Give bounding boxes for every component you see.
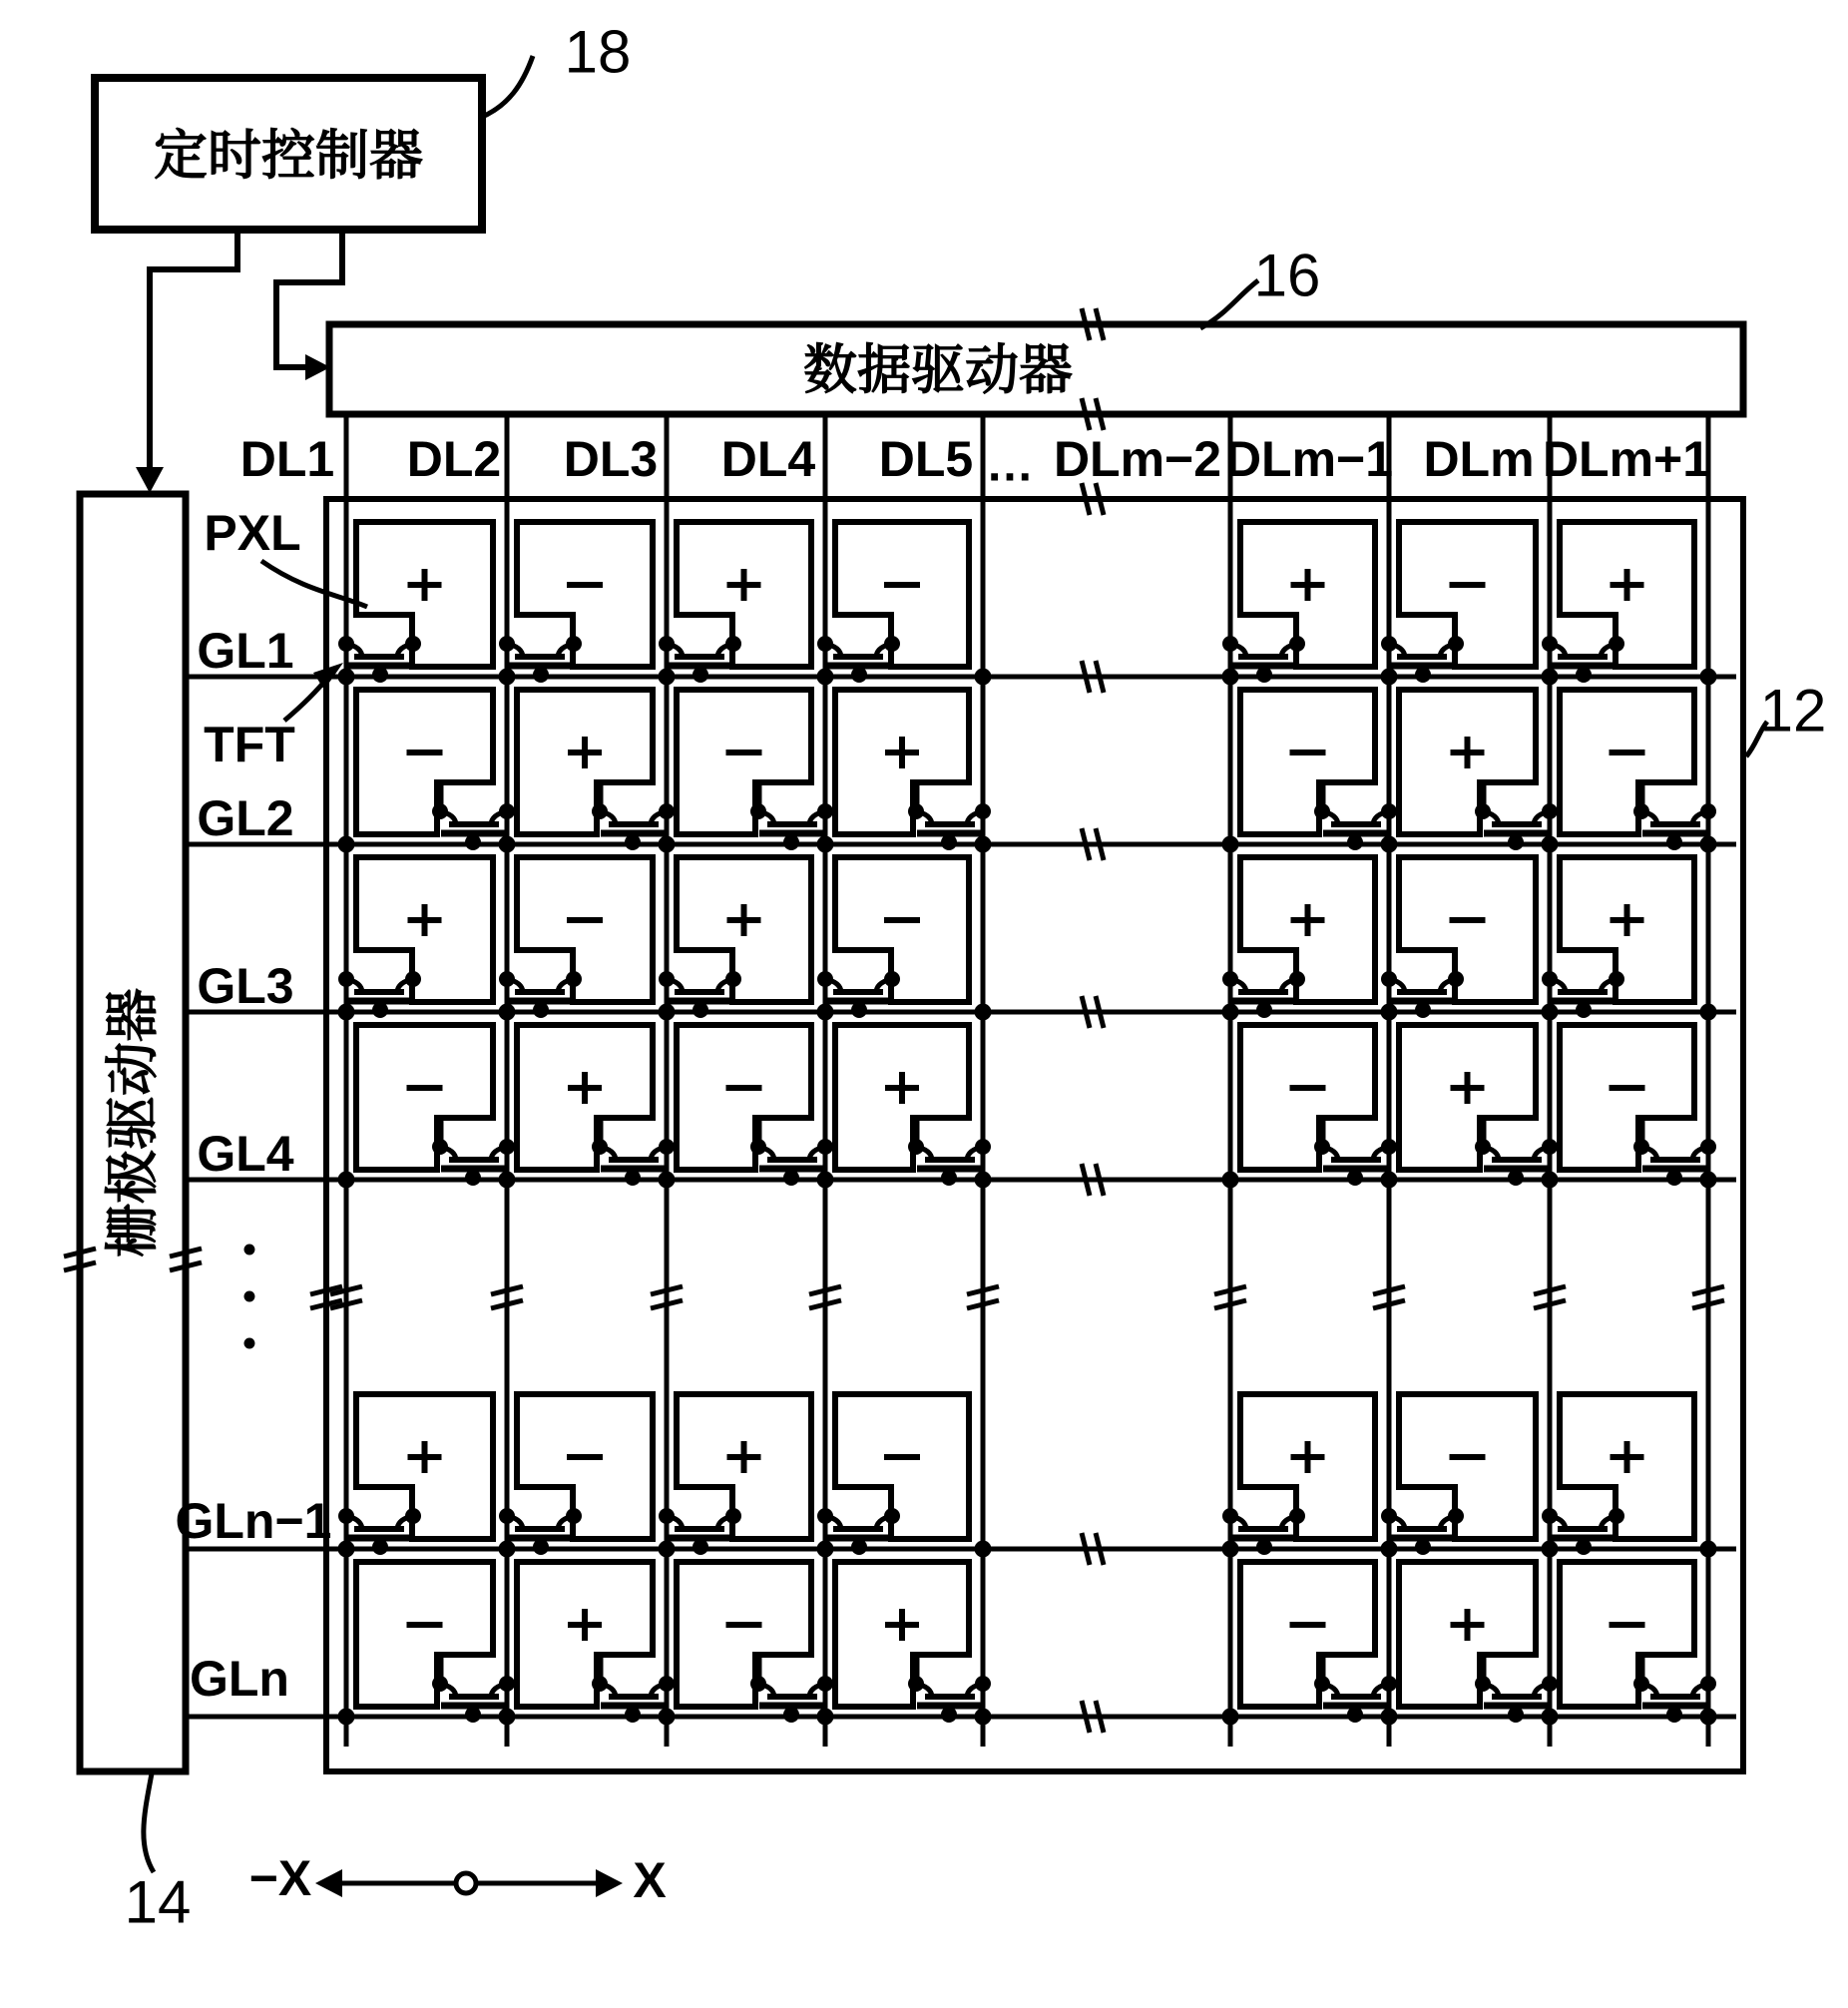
axis-negative-label: −X — [248, 1850, 312, 1906]
data-line-label: DLm−2 — [1053, 431, 1222, 487]
tft-gate-dot — [372, 1002, 388, 1018]
junction-dot — [1222, 836, 1239, 853]
pixel-electrode — [356, 690, 493, 834]
pixel-cell — [499, 1394, 653, 1555]
tft-gate-dot — [533, 1539, 549, 1555]
x-axis-indicator — [249, 1850, 667, 1908]
pixel-electrode — [1240, 690, 1375, 834]
polarity-sign-plus — [568, 1072, 602, 1104]
polarity-sign-plus — [885, 1072, 919, 1104]
pixel-cell — [517, 1025, 675, 1186]
tft-gate-dot — [533, 667, 549, 683]
junction-dot — [1700, 1004, 1717, 1021]
tft-gate-dot — [465, 834, 481, 850]
tft-gate-dot — [625, 1170, 641, 1186]
gate-line-label: GLn−1 — [175, 1493, 332, 1549]
junction-dot — [975, 669, 992, 686]
data-line-label: DLm+1 — [1542, 431, 1711, 487]
ref-14-label: 14 — [124, 1868, 192, 1936]
junction-dot — [817, 1709, 834, 1726]
pixel-electrode — [835, 522, 969, 667]
junction-dot — [338, 669, 355, 686]
pixel-electrode — [835, 857, 969, 1002]
arrow-down-icon — [136, 467, 164, 493]
pixel-cell — [835, 690, 991, 850]
junction-dot — [1222, 1004, 1239, 1021]
ref-12-label: 12 — [1759, 677, 1827, 745]
tft-gate-dot — [1415, 1539, 1431, 1555]
pixel-cell — [1542, 857, 1694, 1018]
grid-lines — [186, 414, 1736, 1747]
data-driver-block — [329, 243, 1743, 415]
pixel-electrode — [677, 1562, 811, 1707]
junction-dot — [1700, 1541, 1717, 1558]
junction-dot — [659, 836, 676, 853]
polarity-sign-plus — [1451, 737, 1485, 768]
polarity-sign-plus — [408, 1441, 442, 1473]
timing-to-gate-connector — [136, 230, 237, 493]
junction-dot — [499, 1004, 516, 1021]
polarity-sign-plus — [1291, 904, 1325, 936]
polarity-sign-plus — [1611, 1441, 1644, 1473]
polarity-sign-plus — [727, 569, 761, 601]
pixel-cell — [677, 1025, 833, 1186]
pixel-cell — [835, 1025, 991, 1186]
pixel-cell — [356, 690, 515, 850]
tft-gate-dot — [851, 1539, 867, 1555]
pixel-cell — [1399, 1025, 1558, 1186]
junction-dot — [1222, 669, 1239, 686]
pixel-cell — [1222, 1394, 1375, 1555]
junction-dot — [1381, 1541, 1398, 1558]
tft-gate-dot — [783, 1170, 799, 1186]
polarity-sign-plus — [1451, 1609, 1485, 1641]
tft-gate-dot — [783, 834, 799, 850]
tft-gate-dot — [851, 667, 867, 683]
tft-gate-dot — [1666, 1707, 1682, 1723]
pixel-electrode — [677, 690, 811, 834]
polarity-sign-plus — [568, 1609, 602, 1641]
pixel-electrode — [1560, 690, 1694, 834]
junction-dot — [1700, 669, 1717, 686]
data-line-label: DL2 — [406, 431, 502, 487]
junction-dot — [1542, 1709, 1559, 1726]
gate-line-label: GL1 — [197, 623, 294, 679]
tft-gate-dot — [1576, 1002, 1592, 1018]
junction-dot — [499, 1172, 516, 1189]
pixel-electrode — [1399, 857, 1536, 1002]
junction-dot — [659, 1004, 676, 1021]
tft-gate-dot — [1508, 1170, 1524, 1186]
tft-gate-dot — [1508, 834, 1524, 850]
junction-dot — [659, 669, 676, 686]
tft-gate-dot — [1576, 1539, 1592, 1555]
tft-gate-dot — [372, 1539, 388, 1555]
gate-line-label: GL2 — [197, 790, 294, 846]
tft-gate-dot — [1415, 667, 1431, 683]
data-line-label: DLm — [1423, 431, 1535, 487]
tft-gate-dot — [851, 1002, 867, 1018]
pixel-cell — [1560, 1562, 1716, 1723]
polarity-sign-plus — [568, 737, 602, 768]
pixel-cell — [817, 1394, 969, 1555]
junction-dot — [338, 1541, 355, 1558]
axis-origin-icon — [456, 1873, 476, 1893]
polarity-sign-plus — [1451, 1072, 1485, 1104]
pixel-cell — [1399, 690, 1558, 850]
polarity-sign-plus — [408, 904, 442, 936]
junction-dot — [1542, 1004, 1559, 1021]
gate-driver-label: 栅极驱动器 — [103, 988, 163, 1257]
pixel-cell — [677, 690, 833, 850]
timing-controller-label: 定时控制器 — [154, 126, 423, 186]
junction-dot — [975, 1541, 992, 1558]
pixel-electrode — [1399, 522, 1536, 667]
tft-gate-dot — [533, 1002, 549, 1018]
junction-dot — [975, 1172, 992, 1189]
pixel-cell — [1542, 1394, 1694, 1555]
gate-line-label: GL3 — [197, 958, 294, 1014]
timing-controller-block — [95, 19, 631, 231]
connector-line-left — [150, 230, 237, 470]
pixel-electrode — [1560, 1025, 1694, 1170]
junction-dot — [1381, 836, 1398, 853]
junction-dot — [1700, 1709, 1717, 1726]
tft-gate-dot — [625, 1707, 641, 1723]
junction-dot — [659, 1172, 676, 1189]
tft-label: TFT — [204, 717, 295, 772]
junction-dot — [817, 836, 834, 853]
tft-gate-dot — [1666, 834, 1682, 850]
pixel-cell — [356, 1025, 515, 1186]
tft-gate-dot — [1347, 1170, 1363, 1186]
junction-dot — [1381, 1004, 1398, 1021]
junction-dot — [338, 1004, 355, 1021]
pixel-electrode — [1240, 1025, 1375, 1170]
arrow-left-icon — [315, 1869, 342, 1897]
pixel-cell — [659, 1394, 811, 1555]
junction-dot — [1542, 669, 1559, 686]
gate-line-labels — [176, 623, 332, 1707]
pixel-cell — [1560, 1025, 1716, 1186]
pixel-electrode — [517, 857, 653, 1002]
pixel-electrode — [517, 522, 653, 667]
tft-gate-dot — [625, 834, 641, 850]
pixel-cell — [1240, 1562, 1397, 1723]
ref-14-leader-line — [144, 1773, 154, 1872]
junction-dot — [499, 1709, 516, 1726]
polarity-sign-plus — [1291, 569, 1325, 601]
pxl-leader-line — [261, 561, 367, 607]
tft-gate-dot — [372, 667, 388, 683]
pixel-cell — [1240, 690, 1397, 850]
gate-driver-block — [80, 494, 191, 1936]
pixel-electrode — [1560, 1562, 1694, 1707]
axis-positive-label: X — [633, 1852, 667, 1908]
polarity-sign-plus — [1611, 569, 1644, 601]
tft-gate-dot — [693, 1539, 708, 1555]
pixel-electrode — [356, 1025, 493, 1170]
pixel-cell — [1560, 690, 1716, 850]
pixel-cell — [499, 857, 653, 1018]
pixel-cell — [499, 522, 653, 683]
pixel-array — [338, 522, 1716, 1723]
polarity-sign-plus — [885, 1609, 919, 1641]
pixel-cell — [1222, 522, 1375, 683]
junction-dot — [338, 836, 355, 853]
pixel-cell — [1240, 1025, 1397, 1186]
pixel-cell — [659, 522, 811, 683]
ref-18-label: 18 — [564, 18, 632, 86]
junction-dot — [1700, 836, 1717, 853]
junction-dot — [1381, 1172, 1398, 1189]
pixel-cell — [356, 1562, 515, 1723]
junction-dot — [1381, 669, 1398, 686]
polarity-sign-plus — [1291, 1441, 1325, 1473]
tft-gate-dot — [941, 834, 957, 850]
junction-dot — [975, 1709, 992, 1726]
pixel-electrode — [1240, 1562, 1375, 1707]
junction-dot — [975, 836, 992, 853]
junction-dot — [1542, 1172, 1559, 1189]
junction-dot — [817, 669, 834, 686]
ellipsis-dot — [244, 1291, 255, 1302]
pixel-electrode — [356, 1562, 493, 1707]
tft-gate-dot — [1256, 1002, 1272, 1018]
polarity-sign-plus — [1611, 904, 1644, 936]
pixel-cell — [1381, 857, 1536, 1018]
ellipsis-dot — [244, 1245, 255, 1255]
tft-gate-dot — [693, 667, 708, 683]
junction-dot — [1700, 1172, 1717, 1189]
pixel-cell — [817, 522, 969, 683]
arrow-right-icon — [596, 1869, 623, 1897]
polarity-sign-plus — [727, 904, 761, 936]
ellipsis: … — [986, 438, 1034, 492]
gate-line-label: GLn — [190, 1651, 289, 1707]
pixel-electrode — [835, 1394, 969, 1539]
pixel-electrode — [517, 1394, 653, 1539]
junction-dot — [499, 1541, 516, 1558]
pixel-cell — [1222, 857, 1375, 1018]
junction-dot — [1222, 1541, 1239, 1558]
junction-dot — [659, 1709, 676, 1726]
tft-gate-dot — [465, 1707, 481, 1723]
junction-dot — [817, 1541, 834, 1558]
pixel-cell — [517, 690, 675, 850]
junction-dot — [1381, 1709, 1398, 1726]
pixel-cell — [1381, 522, 1536, 683]
tft-gate-dot — [941, 1707, 957, 1723]
junction-dot — [659, 1541, 676, 1558]
junction-dot — [817, 1004, 834, 1021]
polarity-sign-plus — [408, 569, 442, 601]
tft-gate-dot — [1576, 667, 1592, 683]
junction-dot — [499, 836, 516, 853]
junction-dot — [1222, 1709, 1239, 1726]
pixel-cell — [659, 857, 811, 1018]
tft-gate-dot — [465, 1170, 481, 1186]
data-line-labels — [240, 431, 1710, 492]
junction-dot — [1542, 1541, 1559, 1558]
pixel-cell — [835, 1562, 991, 1723]
pixel-cell — [677, 1562, 833, 1723]
pixel-electrode — [677, 1025, 811, 1170]
pixel-cell — [1542, 522, 1694, 683]
data-line-label: DLm−1 — [1224, 431, 1394, 487]
polarity-sign-plus — [727, 1441, 761, 1473]
junction-dot — [338, 1172, 355, 1189]
pixel-cell — [817, 857, 969, 1018]
ellipsis-dot — [244, 1338, 255, 1349]
tft-gate-dot — [1508, 1707, 1524, 1723]
pixel-cell — [338, 857, 493, 1018]
tft-gate-dot — [1256, 1539, 1272, 1555]
junction-dot — [499, 669, 516, 686]
pixel-cell — [1399, 1562, 1558, 1723]
junction-dot — [338, 1709, 355, 1726]
ref-18-leader-line — [480, 56, 533, 118]
tft-gate-dot — [1415, 1002, 1431, 1018]
data-driver-label: 数据驱动器 — [803, 340, 1073, 400]
data-line-label: DL5 — [878, 431, 974, 487]
tft-gate-dot — [1347, 1707, 1363, 1723]
tft-gate-dot — [1666, 1170, 1682, 1186]
tft-gate-dot — [693, 1002, 708, 1018]
tft-gate-dot — [1256, 667, 1272, 683]
junction-dot — [975, 1004, 992, 1021]
data-line-label: DL3 — [563, 431, 659, 487]
data-line-label: DL4 — [720, 431, 816, 487]
tft-gate-dot — [1347, 834, 1363, 850]
ref-16-label: 16 — [1253, 242, 1321, 309]
pixel-cell — [1381, 1394, 1536, 1555]
data-line-label: DL1 — [239, 431, 335, 487]
pixel-cell — [338, 1394, 493, 1555]
pixel-cell — [517, 1562, 675, 1723]
pxl-callout — [204, 505, 367, 607]
tft-gate-dot — [941, 1170, 957, 1186]
tft-gate-dot — [783, 1707, 799, 1723]
junction-dot — [1222, 1172, 1239, 1189]
gate-line-label: GL4 — [197, 1126, 294, 1182]
junction-dot — [1542, 836, 1559, 853]
junction-dot — [817, 1172, 834, 1189]
polarity-sign-plus — [885, 737, 919, 768]
pixel-electrode — [1399, 1394, 1536, 1539]
pxl-label: PXL — [204, 505, 301, 561]
